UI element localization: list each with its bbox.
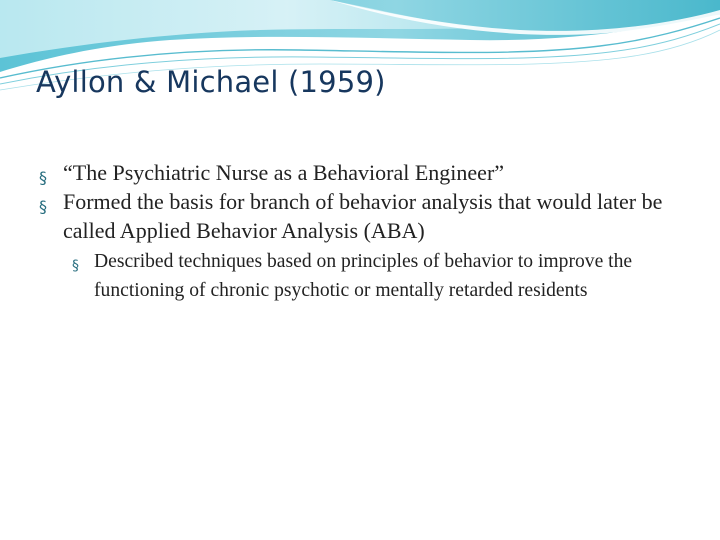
- bullet-icon: §: [72, 258, 79, 274]
- bullet-item: [39, 187, 683, 245]
- slide-body: [0, 158, 720, 305]
- sub-bullet-item: [72, 247, 694, 305]
- bullet-icon: §: [39, 197, 47, 216]
- bullet-text: “The Psychiatric Nurse as a Behavioral Engineer”: [63, 160, 505, 185]
- bullet-icon: §: [39, 168, 47, 187]
- bullet-item: [39, 158, 683, 187]
- slide-title: Ayllon & Michael (1959): [36, 65, 386, 99]
- bullet-text: Formed the basis for branch of behavior analysis that would later be called Applied Behavior Analysis (ABA): [63, 189, 663, 243]
- bullet-text: Described techniques based on principles of behavior to improve the functioning of chronic psychotic or mentally retarded residents: [94, 251, 633, 301]
